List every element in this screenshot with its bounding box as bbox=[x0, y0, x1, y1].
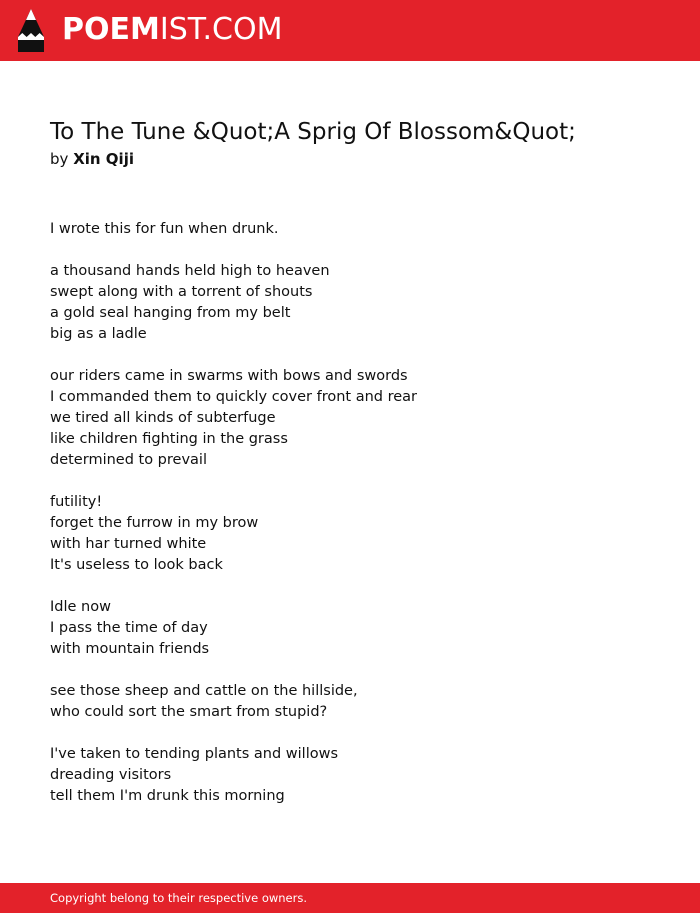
poem-line: I pass the time of day bbox=[50, 620, 208, 636]
poem-line: with har turned white bbox=[50, 536, 207, 552]
poem-line: see those sheep and cattle on the hillside, bbox=[50, 683, 358, 699]
poem-line: I wrote this for fun when drunk. bbox=[50, 221, 279, 237]
site-footer bbox=[0, 883, 700, 913]
poem-body bbox=[50, 219, 650, 828]
poem-line: we tired all kinds of subterfuge bbox=[50, 410, 276, 426]
poem-line: forget the furrow in my brow bbox=[50, 515, 259, 531]
pencil-tip-icon[interactable] bbox=[18, 9, 44, 52]
poem-author: Xin Qiji bbox=[73, 150, 134, 168]
poem-stanza bbox=[50, 597, 650, 660]
poem-stanza bbox=[50, 366, 650, 471]
poem-line: a gold seal hanging from my belt bbox=[50, 305, 291, 321]
poem-line: who could sort the smart from stupid? bbox=[50, 704, 328, 720]
poem-stanza bbox=[50, 261, 650, 345]
poem-stanza bbox=[50, 681, 650, 723]
poem-title: To The Tune &Quot;A Sprig Of Blossom&Quot; bbox=[50, 119, 576, 145]
poem-line: like children fighting in the grass bbox=[50, 431, 288, 447]
poem-stanza bbox=[50, 219, 650, 240]
poem-line: with mountain friends bbox=[50, 641, 210, 657]
poem-line: tell them I'm drunk this morning bbox=[50, 788, 285, 804]
poem-line: I've taken to tending plants and willows bbox=[50, 746, 339, 762]
poem-line: dreading visitors bbox=[50, 767, 172, 783]
poem-line: determined to prevail bbox=[50, 452, 207, 468]
poem-byline bbox=[50, 149, 134, 169]
poem-line: big as a ladle bbox=[50, 326, 147, 342]
poem-line: futility! bbox=[50, 494, 103, 510]
by-label: by bbox=[50, 150, 69, 168]
poem-line: Idle now bbox=[50, 599, 111, 615]
poem-line: It's useless to look back bbox=[50, 557, 223, 573]
poem-stanza bbox=[50, 492, 650, 576]
logo-brand-bold: POEM bbox=[62, 12, 160, 47]
site-logo[interactable] bbox=[62, 12, 282, 48]
copyright-text: Copyright belong to their respective owners. bbox=[50, 891, 308, 905]
poem-line: a thousand hands held high to heaven bbox=[50, 263, 330, 279]
poem-stanza bbox=[50, 744, 650, 807]
poem-line: I commanded them to quickly cover front and rear bbox=[50, 389, 418, 405]
logo-brand-light: IST.COM bbox=[159, 12, 283, 47]
site-header bbox=[0, 0, 700, 61]
poem-line: swept along with a torrent of shouts bbox=[50, 284, 313, 300]
poem-line: our riders came in swarms with bows and swords bbox=[50, 368, 408, 384]
